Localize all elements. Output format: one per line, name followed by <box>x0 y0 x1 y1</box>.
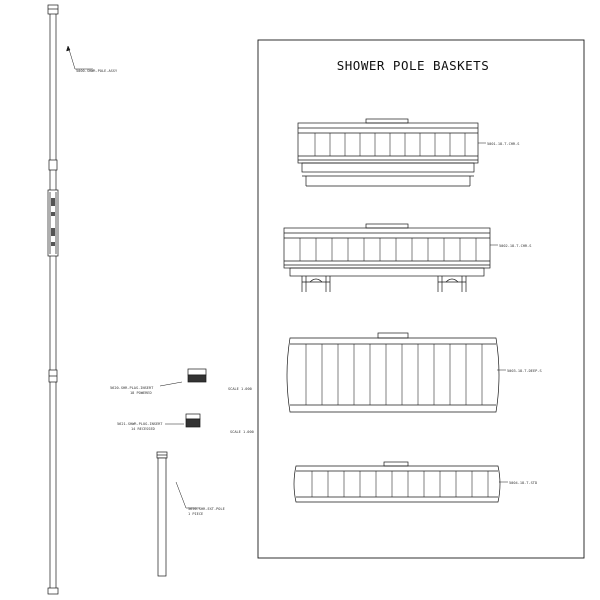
panel-title: SHOWER POLE BASKETS <box>336 58 490 73</box>
plug-top-label-2: 18 POWERED <box>130 391 152 395</box>
pole-assembly-label: 5000-SHWR-POLE-ASSY <box>76 69 118 73</box>
plug-bottom-label-1: 5621-SHWR-PLUG-INSERT <box>117 422 163 426</box>
plug-bottom-scale: SCALE 1.000 <box>230 430 254 434</box>
plug-top-label-1: 5620-SHR-PLAS-INSERT <box>110 386 154 390</box>
basket-4-label: 5004-18-T-STD <box>509 481 538 485</box>
extension-pole-label-2: 1 PIECE <box>188 512 204 516</box>
plug-top-scale: SCALE 1.000 <box>228 387 252 391</box>
basket-3-label: 5003-18-T-DEEP-S <box>507 369 542 373</box>
plug-bottom-label-2: 14 RECESSED <box>131 427 155 431</box>
basket-1-label: 5001-18-T-CHR-S <box>487 142 520 146</box>
basket-2-label: 5002-18-T-CHR-S <box>499 244 532 248</box>
extension-pole-label-1: 5650-SHR-EXT-POLE <box>188 507 225 511</box>
